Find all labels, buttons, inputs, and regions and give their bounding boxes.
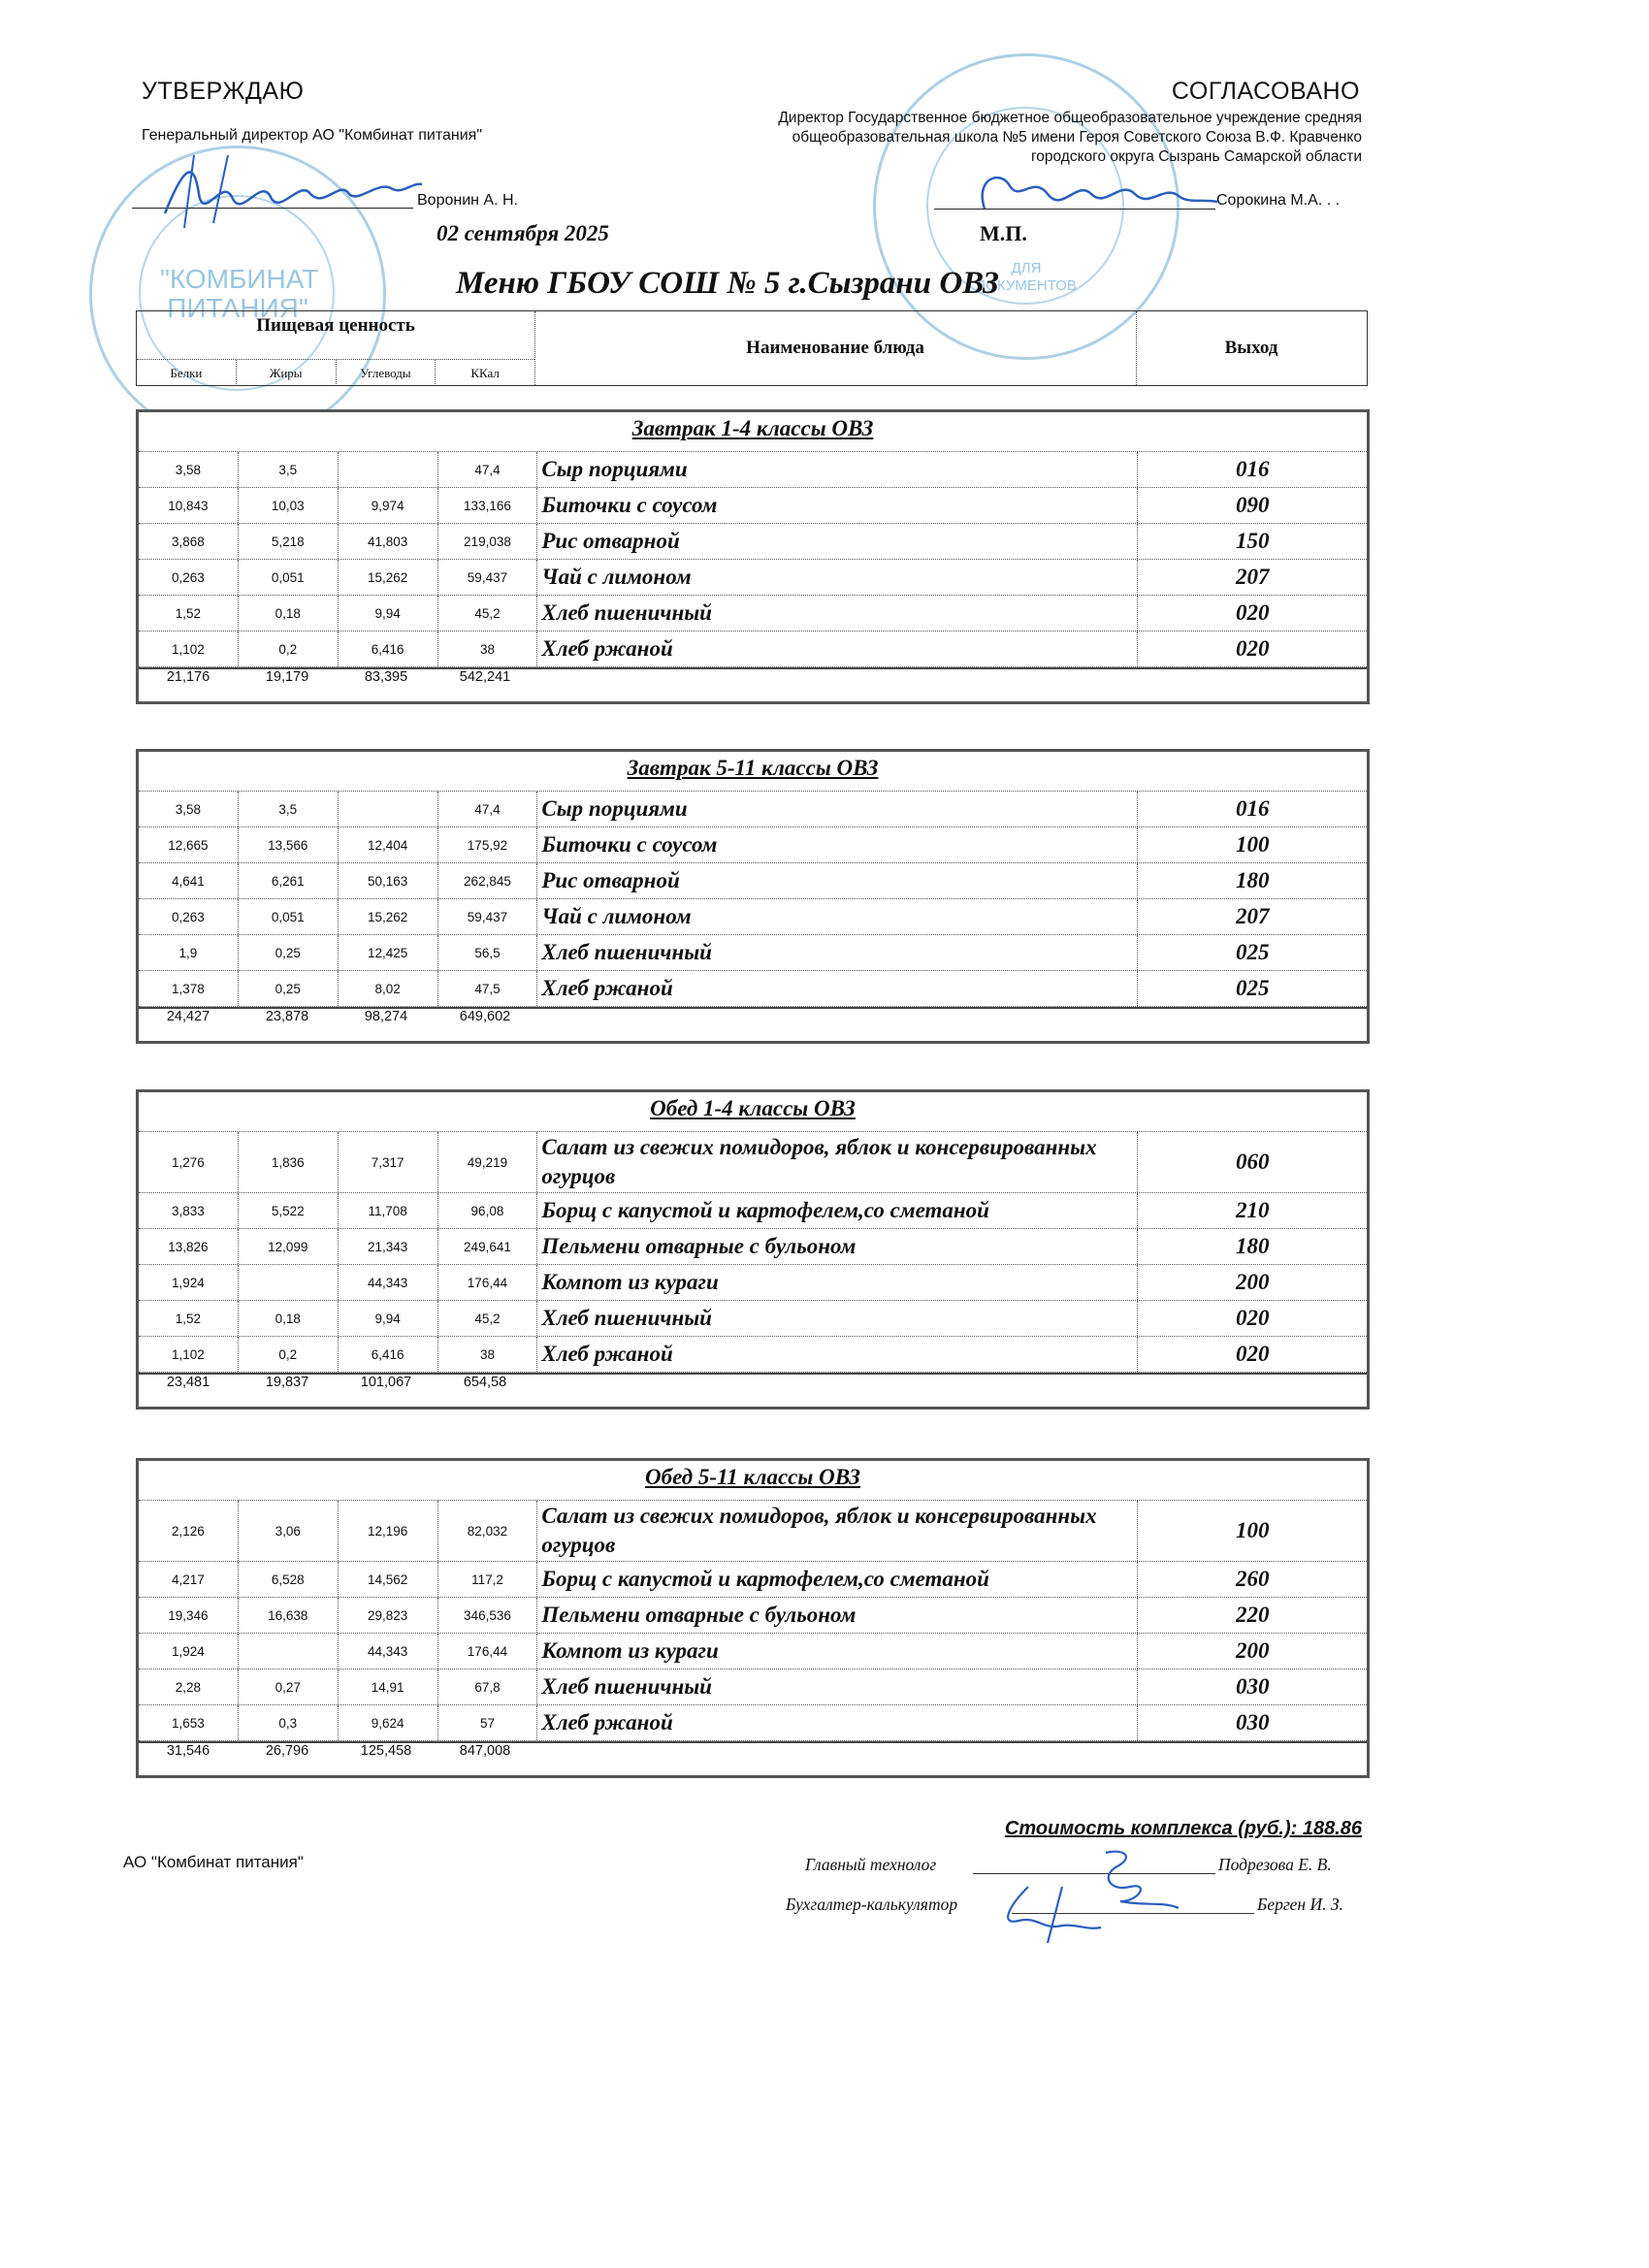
section-title: Завтрак 5-11 классы ОВЗ — [627, 756, 879, 780]
total-carbs-cell: 101,067 — [360, 1375, 412, 1390]
carbs-cell: 9,974 — [339, 488, 438, 523]
carbs-cell: 15,262 — [339, 560, 438, 595]
total-protein-cell: 24,427 — [166, 1009, 210, 1024]
table-row — [139, 1669, 1367, 1704]
table-row — [139, 791, 1367, 826]
fat-cell: 3,5 — [239, 452, 339, 487]
table-row — [139, 487, 1367, 523]
fat-cell — [239, 1634, 339, 1669]
meal-cost: Стоимость комплекса (руб.): 188.86 — [1004, 1818, 1362, 1839]
kcal-cell: 49,219 — [438, 1132, 538, 1192]
menu-section — [136, 409, 1370, 704]
kcal-cell: 219,038 — [438, 524, 538, 559]
chief-technologist-label: Главный технолог — [805, 1855, 937, 1874]
protein-cell: 3,868 — [139, 524, 239, 559]
protein-cell: 13,826 — [139, 1229, 239, 1264]
carbs-cell: 14,91 — [339, 1669, 438, 1704]
carbs-cell: 41,803 — [339, 524, 438, 559]
carbs-cell: 12,404 — [339, 827, 438, 862]
table-row — [139, 1500, 1367, 1561]
protein-cell: 1,653 — [139, 1705, 239, 1740]
left-stamp-center-text: "КОМБИНАТ ПИТАНИЯ" — [160, 264, 319, 323]
fat-cell — [239, 1265, 339, 1300]
table-row — [139, 826, 1367, 862]
protein-cell: 1,276 — [139, 1132, 239, 1192]
dish-name-cell: Хлеб пшеничный — [537, 1669, 1138, 1704]
dish-name-cell: Салат из свежих помидоров, яблок и консервированных огурцов — [537, 1132, 1138, 1192]
total-carbs-cell: 83,395 — [364, 669, 408, 685]
table-row — [139, 1633, 1367, 1669]
table-row — [139, 1192, 1367, 1228]
carbs-cell: 6,416 — [339, 632, 438, 666]
right-stamp-center-text: ДЛЯ ДОКУМЕНТОВ — [976, 260, 1077, 294]
fat-cell: 0,051 — [239, 560, 339, 595]
nutrition-header: Пищевая ценность — [256, 315, 415, 336]
fat-cell: 0,3 — [239, 1705, 339, 1740]
fat-cell: 12,099 — [239, 1229, 339, 1264]
dish-name-cell: Салат из свежих помидоров, яблок и консервированных огурцов — [537, 1501, 1138, 1561]
kcal-cell: 175,92 — [438, 827, 538, 862]
footer-signatures-icon — [970, 1848, 1222, 1945]
total-kcal-cell: 649,602 — [459, 1009, 511, 1024]
table-row — [139, 1597, 1367, 1633]
dish-name-cell: Борщ с капустой и картофелем,со сметаной — [537, 1193, 1138, 1228]
output-cell: 200 — [1235, 1638, 1270, 1663]
agree-heading: СОГЛАСОВАНО — [1171, 78, 1360, 105]
kcal-cell: 38 — [438, 632, 538, 666]
dish-name-cell: Хлеб пшеничный — [537, 596, 1138, 631]
protein-cell: 0,263 — [139, 560, 239, 595]
output-cell: 030 — [1235, 1710, 1270, 1734]
dish-name-cell: Рис отварной — [537, 524, 1138, 559]
kcal-cell: 45,2 — [438, 1301, 538, 1336]
section-rows — [139, 451, 1367, 689]
kcal-cell: 176,44 — [438, 1634, 538, 1669]
total-protein-cell: 23,481 — [166, 1375, 210, 1390]
section-rows — [139, 1131, 1367, 1394]
protein-cell: 19,346 — [139, 1598, 239, 1633]
nutrition-header-group — [137, 311, 535, 385]
seal-mark: М.П. — [980, 221, 1027, 245]
output-cell: 020 — [1235, 1306, 1270, 1330]
kcal-cell: 67,8 — [438, 1669, 538, 1704]
dish-name-cell: Хлеб ржаной — [537, 632, 1138, 666]
dish-name-cell: Компот из кураги — [537, 1634, 1138, 1669]
dish-name-cell: Биточки с соусом — [537, 488, 1138, 523]
fat-header: Жиры — [237, 360, 337, 386]
kcal-cell: 82,032 — [438, 1501, 538, 1561]
total-carbs-cell: 98,274 — [364, 1009, 408, 1024]
fat-cell: 1,836 — [239, 1132, 339, 1192]
kcal-cell: 38 — [438, 1337, 538, 1372]
carbs-cell: 21,343 — [339, 1229, 438, 1264]
fat-cell: 16,638 — [239, 1598, 339, 1633]
kcal-cell: 45,2 — [438, 596, 538, 631]
output-cell: 180 — [1235, 1234, 1270, 1258]
table-row — [139, 1228, 1367, 1264]
table-row — [139, 1131, 1367, 1192]
output-cell: 016 — [1235, 457, 1270, 481]
total-fat-cell: 23,878 — [265, 1009, 309, 1024]
section-rows — [139, 1500, 1367, 1763]
carbs-cell — [339, 452, 438, 487]
approve-name: Воронин А. Н. — [417, 192, 518, 209]
kcal-cell: 346,536 — [438, 1598, 538, 1633]
kcal-cell: 57 — [438, 1705, 538, 1740]
total-kcal-cell: 847,008 — [459, 1743, 511, 1759]
output-cell: 150 — [1235, 529, 1270, 553]
approve-signature-icon — [155, 155, 427, 233]
fat-cell: 10,03 — [239, 488, 339, 523]
table-row — [139, 862, 1367, 898]
kcal-cell: 176,44 — [438, 1265, 538, 1300]
fat-cell: 5,218 — [239, 524, 339, 559]
dish-name-cell: Хлеб ржаной — [537, 971, 1138, 1006]
agree-role-line-1: Директор Государственное бюджетное общеобразовательное учреждение средняя — [778, 110, 1362, 126]
protein-cell: 4,641 — [139, 863, 239, 898]
dish-name-cell: Компот из кураги — [537, 1265, 1138, 1300]
output-header: Выход — [1224, 338, 1278, 358]
dish-name-cell: Чай с лимоном — [537, 899, 1138, 934]
output-cell: 210 — [1235, 1198, 1270, 1222]
kcal-cell: 117,2 — [438, 1562, 538, 1597]
total-kcal-cell: 654,58 — [463, 1375, 507, 1390]
table-row — [139, 934, 1367, 970]
carbs-cell: 29,823 — [339, 1598, 438, 1633]
kcal-cell: 47,4 — [438, 452, 538, 487]
protein-cell: 3,58 — [139, 792, 239, 826]
output-cell: 016 — [1235, 796, 1270, 821]
table-row — [139, 970, 1367, 1007]
protein-cell: 4,217 — [139, 1562, 239, 1597]
output-cell: 260 — [1235, 1567, 1270, 1591]
kcal-cell: 56,5 — [438, 935, 538, 970]
table-row — [139, 451, 1367, 487]
totals-row — [139, 1373, 1367, 1394]
menu-section — [136, 1458, 1370, 1778]
nutrition-subheaders — [137, 359, 534, 386]
table-row — [139, 1561, 1367, 1597]
total-fat-cell: 26,796 — [265, 1743, 309, 1759]
kcal-cell: 262,845 — [438, 863, 538, 898]
fat-cell: 0,27 — [239, 1669, 339, 1704]
table-header — [136, 310, 1368, 386]
carbs-cell: 15,262 — [339, 899, 438, 934]
accountant-name: Берген И. З. — [1257, 1895, 1343, 1914]
dish-name-cell: Пельмени отварные с бульоном — [537, 1229, 1138, 1264]
output-cell: 200 — [1235, 1270, 1270, 1294]
fat-cell: 6,261 — [239, 863, 339, 898]
footer-organization: АО "Комбинат питания" — [123, 1853, 304, 1871]
table-row — [139, 595, 1367, 631]
totals-row — [139, 667, 1367, 689]
dish-name-cell: Сыр порциями — [537, 452, 1138, 487]
agree-name: Сорокина М.А. . . — [1216, 192, 1341, 209]
dish-name-cell: Хлеб пшеничный — [537, 1301, 1138, 1336]
dish-name-cell: Хлеб ржаной — [537, 1705, 1138, 1740]
dish-name-cell: Биточки с соусом — [537, 827, 1138, 862]
carbs-cell: 44,343 — [339, 1265, 438, 1300]
output-cell: 100 — [1235, 1518, 1270, 1542]
output-cell: 025 — [1235, 976, 1270, 1000]
kcal-cell: 47,5 — [438, 971, 538, 1006]
agree-role — [625, 109, 1362, 167]
protein-cell: 2,28 — [139, 1669, 239, 1704]
protein-cell: 1,102 — [139, 632, 239, 666]
protein-cell: 1,52 — [139, 1301, 239, 1336]
output-cell: 100 — [1235, 832, 1270, 857]
table-row — [139, 1300, 1367, 1336]
output-cell: 025 — [1235, 940, 1270, 964]
dish-header: Наименование блюда — [534, 311, 1137, 385]
section-title: Обед 1-4 классы ОВЗ — [650, 1096, 856, 1120]
total-protein-cell: 31,546 — [166, 1743, 210, 1759]
output-cell: 090 — [1235, 493, 1270, 517]
protein-cell: 1,52 — [139, 596, 239, 631]
carbs-header: Углеводы — [337, 360, 436, 386]
carbs-cell: 9,624 — [339, 1705, 438, 1740]
total-protein-cell: 21,176 — [166, 669, 210, 685]
table-row — [139, 631, 1367, 667]
carbs-cell: 8,02 — [339, 971, 438, 1006]
chief-technologist-name: Подрезова Е. В. — [1218, 1855, 1332, 1874]
fat-cell: 0,2 — [239, 1337, 339, 1372]
fat-cell: 0,2 — [239, 632, 339, 666]
output-cell: 060 — [1235, 1150, 1270, 1174]
accountant-label: Бухгалтер-калькулятор — [786, 1895, 958, 1914]
protein-header: Белки — [137, 360, 237, 386]
totals-row — [139, 1007, 1367, 1028]
output-cell: 220 — [1235, 1603, 1270, 1627]
dish-name-cell: Чай с лимоном — [537, 560, 1138, 595]
table-row — [139, 523, 1367, 559]
document-date: 02 сентября 2025 — [436, 221, 609, 245]
carbs-cell: 7,317 — [339, 1132, 438, 1192]
fat-cell: 0,25 — [239, 971, 339, 1006]
protein-cell: 12,665 — [139, 827, 239, 862]
page-title: Меню ГБОУ СОШ № 5 г.Сызрани ОВЗ — [456, 266, 999, 301]
carbs-cell: 12,425 — [339, 935, 438, 970]
table-row — [139, 898, 1367, 934]
dish-name-cell: Борщ с капустой и картофелем,со сметаной — [537, 1562, 1138, 1597]
protein-cell: 2,126 — [139, 1501, 239, 1561]
kcal-cell: 96,08 — [438, 1193, 538, 1228]
menu-section — [136, 749, 1370, 1044]
fat-cell: 5,522 — [239, 1193, 339, 1228]
fat-cell: 3,06 — [239, 1501, 339, 1561]
fat-cell: 0,25 — [239, 935, 339, 970]
table-row — [139, 559, 1367, 595]
agree-signature-icon — [970, 165, 1222, 223]
output-cell: 020 — [1235, 1342, 1270, 1366]
total-fat-cell: 19,837 — [265, 1375, 309, 1390]
totals-row — [139, 1741, 1367, 1763]
total-kcal-cell: 542,241 — [459, 669, 511, 685]
protein-cell: 10,843 — [139, 488, 239, 523]
table-row — [139, 1704, 1367, 1741]
section-title: Обед 5-11 классы ОВЗ — [645, 1465, 860, 1489]
agree-role-line-2: общеобразовательная школа №5 имени Героя Советского Союза В.Ф. Кравченко — [792, 129, 1362, 146]
agree-role-line-3: городского округа Сызрань Самарской области — [1030, 148, 1362, 165]
carbs-cell: 44,343 — [339, 1634, 438, 1669]
fat-cell: 0,18 — [239, 1301, 339, 1336]
carbs-cell: 9,94 — [339, 1301, 438, 1336]
dish-name-cell: Рис отварной — [537, 863, 1138, 898]
carbs-cell: 14,562 — [339, 1562, 438, 1597]
protein-cell: 1,924 — [139, 1265, 239, 1300]
protein-cell: 1,378 — [139, 971, 239, 1006]
total-fat-cell: 19,179 — [265, 669, 309, 685]
protein-cell: 1,9 — [139, 935, 239, 970]
protein-cell: 3,58 — [139, 452, 239, 487]
kcal-header: ККал — [470, 366, 500, 380]
table-row — [139, 1336, 1367, 1373]
output-cell: 207 — [1235, 904, 1270, 928]
fat-cell: 6,528 — [239, 1562, 339, 1597]
total-carbs-cell: 125,458 — [360, 1743, 412, 1759]
output-cell: 020 — [1235, 600, 1270, 625]
carbs-cell: 11,708 — [339, 1193, 438, 1228]
carbs-cell: 9,94 — [339, 596, 438, 631]
dish-name-cell: Хлеб ржаной — [537, 1337, 1138, 1372]
carbs-cell — [339, 792, 438, 826]
carbs-cell: 12,196 — [339, 1501, 438, 1561]
kcal-cell: 133,166 — [438, 488, 538, 523]
fat-cell: 3,5 — [239, 792, 339, 826]
carbs-cell: 50,163 — [339, 863, 438, 898]
table-row — [139, 1264, 1367, 1300]
kcal-cell: 59,437 — [438, 560, 538, 595]
fat-cell: 0,051 — [239, 899, 339, 934]
protein-cell: 1,102 — [139, 1337, 239, 1372]
kcal-cell: 249,641 — [438, 1229, 538, 1264]
output-cell: 030 — [1235, 1674, 1270, 1699]
approve-role: Генеральный директор АО "Комбинат питания" — [142, 127, 483, 144]
approve-heading: УТВЕРЖДАЮ — [142, 78, 305, 105]
menu-section — [136, 1089, 1370, 1409]
output-cell: 020 — [1235, 636, 1270, 661]
protein-cell: 3,833 — [139, 1193, 239, 1228]
output-cell: 180 — [1235, 868, 1270, 892]
fat-cell: 0,18 — [239, 596, 339, 631]
kcal-cell: 47,4 — [438, 792, 538, 826]
dish-name-cell: Хлеб пшеничный — [537, 935, 1138, 970]
dish-name-cell: Пельмени отварные с бульоном — [537, 1598, 1138, 1633]
protein-cell: 0,263 — [139, 899, 239, 934]
section-title: Завтрак 1-4 классы ОВЗ — [631, 416, 874, 440]
section-rows — [139, 791, 1367, 1028]
carbs-cell: 6,416 — [339, 1337, 438, 1372]
output-cell: 207 — [1235, 565, 1270, 589]
fat-cell: 13,566 — [239, 827, 339, 862]
dish-name-cell: Сыр порциями — [537, 792, 1138, 826]
kcal-cell: 59,437 — [438, 899, 538, 934]
protein-cell: 1,924 — [139, 1634, 239, 1669]
